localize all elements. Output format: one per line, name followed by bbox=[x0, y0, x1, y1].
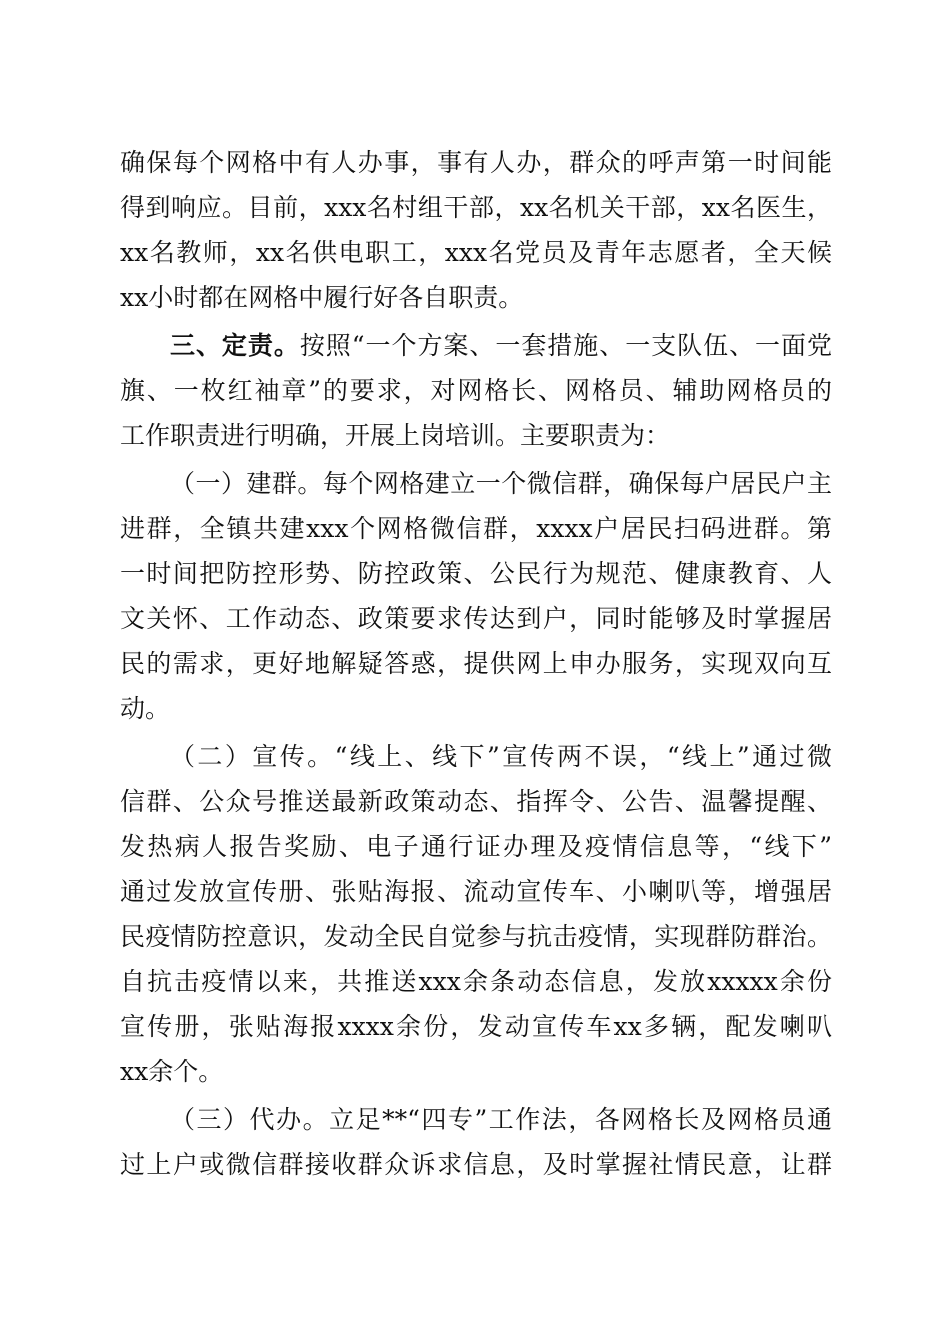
section-heading: 三、定责。 bbox=[170, 331, 300, 360]
text-line: 过上户或微信群接收群众诉求信息，及时掌握社情民意，让群 bbox=[120, 1150, 832, 1179]
text-line: 工作职责进行明确，开展上岗培训。主要职责为： bbox=[120, 421, 671, 450]
text-run: 每个网格建立一个微信群，确保每户居民户主 bbox=[322, 469, 832, 498]
document-page bbox=[120, 140, 832, 1187]
text-run: 按照“一个方案、一套措施、一支队伍、一面党 bbox=[299, 331, 832, 360]
paragraph-subsection-1 bbox=[120, 461, 832, 731]
text-line: xx小时都在网格中履行好各自职责。 bbox=[120, 283, 524, 312]
text-line: 动。 bbox=[120, 694, 171, 723]
subsection-heading: （三）代办。 bbox=[170, 1105, 330, 1134]
paragraph-subsection-2 bbox=[120, 734, 832, 1094]
subsection-heading: （一）建群。 bbox=[170, 469, 323, 498]
text-line: 民的需求，更好地解疑答惑，提供网上申办服务，实现双向互 bbox=[120, 649, 832, 678]
text-line: 民疫情防控意识，发动全民自觉参与抗击疫情，实现群防群治。 bbox=[120, 922, 832, 951]
text-line: 文关怀、工作动态、政策要求传达到户，同时能够及时掌握居 bbox=[120, 604, 832, 633]
subsection-heading: （二）宣传。 bbox=[170, 742, 335, 771]
text-line: 通过发放宣传册、张贴海报、流动宣传车、小喇叭等，增强居 bbox=[120, 877, 832, 906]
text-line: 得到响应。目前，xxx名村组干部，xx名机关干部，xx名医生， bbox=[120, 193, 832, 222]
paragraph-section-3 bbox=[120, 323, 832, 458]
text-line: 自抗击疫情以来，共推送xxx余条动态信息，发放xxxxx余份 bbox=[120, 967, 832, 996]
paragraph-continuation bbox=[120, 140, 832, 320]
text-run: “线上、线下”宣传两不误，“线上”通过微 bbox=[334, 742, 832, 771]
text-line: 信群、公众号推送最新政策动态、指挥令、公告、温馨提醒、 bbox=[120, 787, 832, 816]
text-line: 发热病人报告奖励、电子通行证办理及疫情信息等，“线下” bbox=[120, 832, 832, 861]
text-line: 进群，全镇共建xxx个网格微信群，xxxx户居民扫码进群。第 bbox=[120, 514, 832, 543]
text-line-first bbox=[120, 323, 832, 368]
paragraph-subsection-3 bbox=[120, 1097, 832, 1187]
text-line: xx余个。 bbox=[120, 1057, 224, 1086]
text-line: 一时间把防控形势、防控政策、公民行为规范、健康教育、人 bbox=[120, 559, 832, 588]
text-line: xx名教师，xx名供电职工，xxx名党员及青年志愿者，全天候 bbox=[120, 238, 832, 267]
text-line-first bbox=[120, 734, 832, 779]
text-line: 旗、一枚红袖章”的要求，对网格长、网格员、辅助网格员的 bbox=[120, 376, 832, 405]
text-line-first bbox=[120, 461, 832, 506]
text-run: 立足**“四专”工作法，各网格长及网格员通 bbox=[329, 1105, 832, 1134]
text-line-first bbox=[120, 1097, 832, 1142]
text-line: 宣传册，张贴海报xxxx余份，发动宣传车xx多辆，配发喇叭 bbox=[120, 1012, 832, 1041]
text-line: 确保每个网格中有人办事，事有人办，群众的呼声第一时间能 bbox=[120, 148, 832, 177]
